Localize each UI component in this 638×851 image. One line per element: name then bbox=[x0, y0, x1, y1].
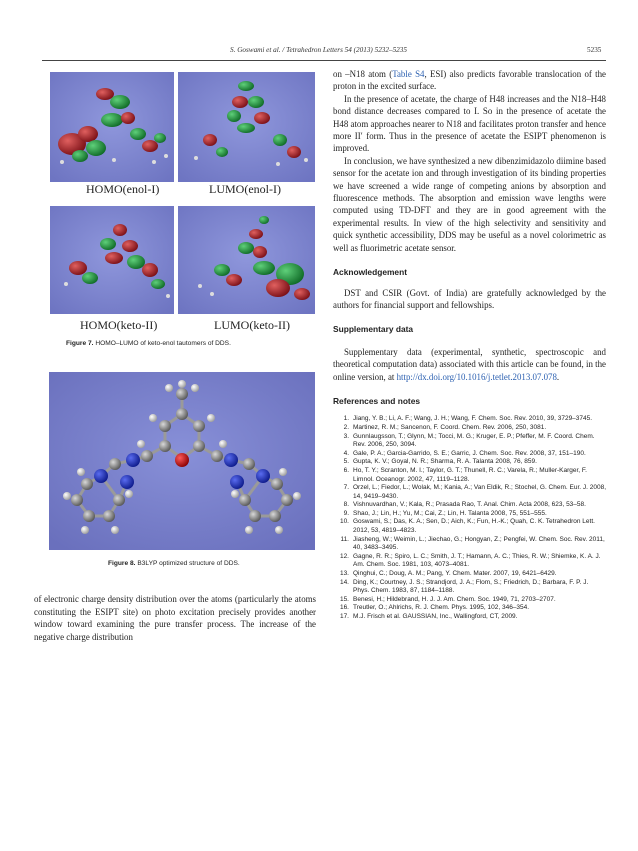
left-paragraph: of electronic charge density distribution over the atoms (particularly the atoms constituting the ESIPT site) on photo excitation precisely provides another window toward examining the pure transfer process. The increase of the negative charge distribution bbox=[34, 594, 316, 642]
figure-8-caption bbox=[108, 560, 308, 567]
reference-number: 4. bbox=[343, 449, 349, 457]
reference-number: 14. bbox=[339, 578, 349, 586]
reference-item[interactable] bbox=[333, 536, 606, 553]
reference-number: 11. bbox=[340, 535, 349, 543]
reference-item[interactable] bbox=[333, 518, 606, 535]
reference-number: 5. bbox=[343, 458, 349, 466]
reference-number: 16. bbox=[339, 604, 349, 612]
reference-text: Benesi, H.; Hildebrand, H. J. J. Am. Chem. Soc. 1949, 71, 2703–2707. bbox=[353, 595, 556, 603]
figure-7-caption-text: HOMO–LUMO of keto-enol tautomers of DDS. bbox=[95, 340, 231, 347]
figure-7-caption-label: Figure 7. bbox=[66, 340, 94, 347]
panel-lumo-keto bbox=[178, 206, 315, 314]
reference-text: Martinez, R. M.; Sancenon, F. Coord. Chem. Rev. 2006, 250, 3081. bbox=[353, 423, 547, 431]
paragraph-esipt bbox=[333, 68, 606, 93]
reference-item[interactable] bbox=[333, 450, 606, 459]
reference-item[interactable] bbox=[333, 484, 606, 501]
reference-text: Gupta, K. V.; Goyal, N. R.; Sharma, R. A. Talanta 2008, 76, 859. bbox=[353, 458, 537, 466]
header-rule bbox=[42, 60, 606, 61]
reference-item[interactable] bbox=[333, 596, 606, 605]
reference-text: Gale, P. A.; Garcia-Garrido, S. E.; Garric, J. Chem. Soc. Rev. 2008, 37, 151–190. bbox=[353, 449, 586, 457]
reference-item[interactable] bbox=[333, 553, 606, 570]
reference-number: 9. bbox=[343, 509, 349, 517]
supplementary-heading: Supplementary data bbox=[333, 324, 414, 335]
reference-number: 17. bbox=[339, 613, 349, 620]
reference-text: Gagne, R. R.; Spiro, L. C.; Smith, J. T.; Hamann, A. C.; Thies, R. W.; Shiemke, K. A. J. Am. Chem. Soc. 1981, 103, 4073–4081. bbox=[353, 552, 601, 569]
figure-7-caption bbox=[66, 340, 316, 347]
reference-item[interactable] bbox=[333, 467, 606, 484]
journal-citation: S. Goswami et al. / Tetrahedron Letters 54 (2013) 5232–5235 bbox=[230, 46, 407, 54]
panel-lumo-enol bbox=[178, 72, 315, 182]
label-lumo-keto: LUMO(keto-II) bbox=[214, 318, 290, 332]
reference-number: 7. bbox=[343, 484, 349, 492]
acknowledgement-heading: Acknowledgement bbox=[333, 267, 407, 278]
panel-homo-keto bbox=[50, 206, 174, 314]
paragraph-esipt-end: , ESI) also predicts favorable translocation of the proton in the excited surface. bbox=[333, 69, 606, 92]
doi-link[interactable]: http://dx.doi.org/10.1016/j.tetlet.2013.07.078 bbox=[396, 371, 557, 382]
reference-number: 13. bbox=[339, 570, 349, 578]
figure-8-caption-label: Figure 8. bbox=[108, 560, 136, 567]
supplementary-text bbox=[333, 346, 606, 383]
reference-text: Vishnuvardhan, V.; Kala, R.; Prasada Rao, T. Anal. Chim. Acta 2008, 623, 53–58. bbox=[353, 501, 586, 509]
table-s4-link[interactable]: Table S4 bbox=[392, 69, 425, 79]
reference-text: Jiasheng, W.; Weimin, L.; Jiechao, G.; Hongyan, Z.; Pengfei, W. Chem. Soc. Rev. 2011, 40, 3483–3495. bbox=[353, 535, 605, 552]
reference-item[interactable] bbox=[333, 424, 606, 433]
reference-item[interactable] bbox=[333, 433, 606, 450]
label-homo-enol: HOMO(enol-I) bbox=[82, 182, 163, 197]
reference-number: 8. bbox=[343, 501, 349, 509]
reference-item[interactable] bbox=[333, 604, 606, 613]
reference-text: Gunnlaugsson, T.; Glynn, M.; Tocci, M. G.; Kruger, E. P.; Pfeffer, M. F. Coord. Chem. Rev. 2006, 250, 3094. bbox=[353, 432, 595, 449]
reference-item[interactable] bbox=[333, 458, 606, 467]
figure-8-caption-text: B3LYP optimized structure of DDS. bbox=[137, 560, 240, 567]
figure-8-graphic bbox=[49, 372, 315, 550]
reference-item[interactable] bbox=[333, 579, 606, 596]
panel-homo-enol bbox=[50, 72, 174, 182]
reference-text: Goswami, S.; Das, K. A.; Sen, D.; Aich, K.; Fun, H.-K.; Quah, C. K. Tetrahedron Lett. 2012, 53, 4819–4823. bbox=[353, 518, 595, 535]
reference-item[interactable] bbox=[333, 501, 606, 510]
reference-text: Ding, K.; Courtney, J. S.; Strandjord, J. A.; Flom, S.; Friedrich, D.; Barbara, F. P. J. Phys. Chem. 1983, 87, 1184–1188. bbox=[353, 578, 589, 595]
reference-number: 2. bbox=[343, 423, 349, 431]
reference-text: Orzel, L.; Fiedor, L.; Wolak, M.; Kania, A.; Van Eldik, R.; Stochel, G. Chem. Eur. J. 2008, 14, 9419–9430. bbox=[353, 484, 607, 500]
supplementary-end: . bbox=[556, 371, 560, 382]
reference-number: 15. bbox=[339, 595, 349, 603]
acknowledgement-text: DST and CSIR (Govt. of India) are gratefully acknowledged by the authors for financial support and fellowships. bbox=[333, 287, 606, 310]
reference-text: M.J. Frisch et al. GAUSSIAN, Inc., Wallingford, CT, 2009. bbox=[353, 613, 518, 620]
label-homo-keto: HOMO(keto-II) bbox=[80, 318, 158, 332]
paragraph-conclusion: In conclusion, we have synthesized a new dibenzimidazolo diimine based sensor for the acetate ion and through investigation of its binding properties we have screened a wide range of competing anions by absorption and fluorescence methods. The absorption and emission wave lengths were computed using TD-DFT and they are in good agreement with the experimental results. In view of the high selectivity and sensitivity and quick synthetic accessibility, DDS may be useful as a novel colorimetric as well as fluorimetric acetate sensor. bbox=[333, 155, 606, 253]
reference-number: 12. bbox=[339, 552, 349, 560]
right-column bbox=[333, 68, 606, 622]
references-list bbox=[333, 415, 606, 621]
supplementary-body: Supplementary data (experimental, synthetic, spectroscopic and theoretical computation data) associated with this article can be found, in the online version, at bbox=[333, 346, 606, 382]
figure-8-structure bbox=[49, 372, 315, 550]
reference-number: 3. bbox=[343, 432, 349, 440]
reference-text: Jiang, Y. B.; Li, A. F.; Wang, J. H.; Wang, F. Chem. Soc. Rev. 2010, 39, 3729–3745. bbox=[353, 415, 593, 423]
reference-item[interactable] bbox=[333, 510, 606, 519]
reference-text: Qinghui, C.; Doug, A. M.; Pang, Y. Chem. Mater. 2007, 19, 6421–6429. bbox=[353, 570, 557, 578]
reference-item[interactable] bbox=[333, 613, 606, 622]
paragraph-acetate: In the presence of acetate, the charge of H48 increases and the N18–H48 bond distance decreases compared to I. So in the presence of acetate the H48 atom approaches nearer to N18 and facilitates proton transfer and hence more II′ form. Thus in the presence of acetate the ESIPT phenomenon is improved. bbox=[333, 93, 606, 154]
reference-item[interactable] bbox=[333, 415, 606, 424]
paragraph-esipt-start: on –N18 atom ( bbox=[333, 69, 393, 79]
reference-number: 6. bbox=[343, 466, 349, 474]
reference-number: 1. bbox=[343, 415, 349, 423]
reference-text: Shao, J.; Lin, H.; Yu, M.; Cai, Z.; Lin, H. Talanta 2008, 75, 551–555. bbox=[353, 509, 547, 517]
reference-item[interactable] bbox=[333, 570, 606, 579]
left-column-text bbox=[34, 593, 316, 643]
reference-text: Ho, T. Y.; Scranton, M. I.; Taylor, G. T.; Thunell, R. C.; Varela, R.; Muller-Karger, F. Limnol. Oceanogr. 2002, 47, 1119–1128. bbox=[353, 466, 587, 483]
page-number: 5235 bbox=[587, 46, 602, 54]
reference-number: 10. bbox=[339, 518, 349, 526]
references-heading: References and notes bbox=[333, 395, 421, 406]
reference-text: Treutler, O.; Ahlrichs, R. J. Chem. Phys. 1995, 102, 346–354. bbox=[353, 604, 530, 612]
label-lumo-enol: LUMO(enol-I) bbox=[205, 182, 285, 197]
